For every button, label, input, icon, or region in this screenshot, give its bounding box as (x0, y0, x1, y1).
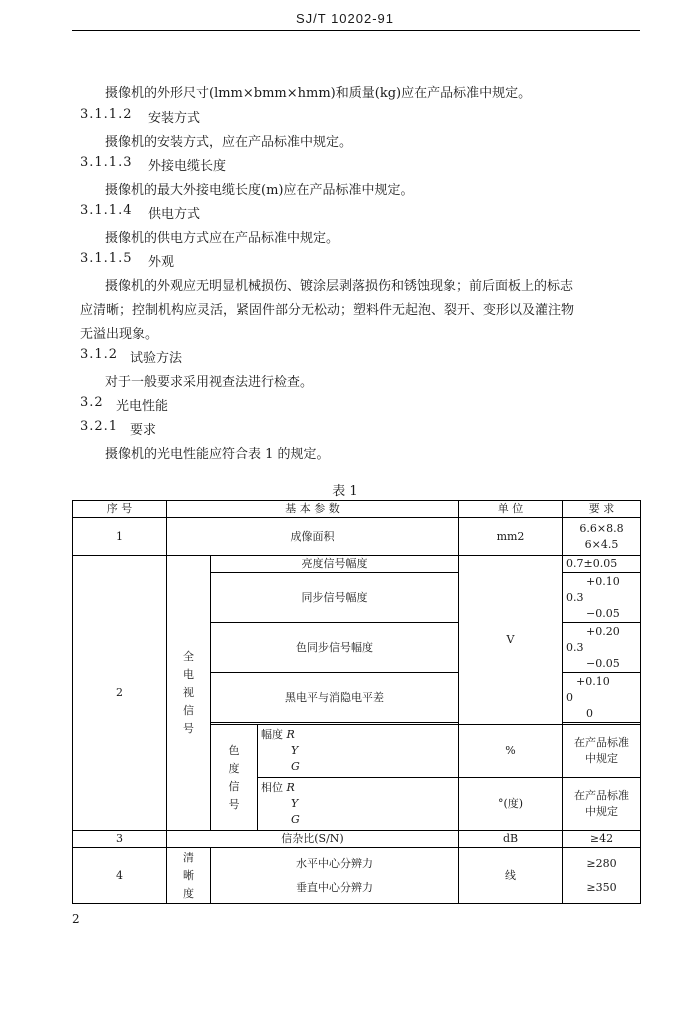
header-rule (72, 30, 640, 31)
row1-param: 成像面积 (167, 518, 459, 556)
black-base: 0 (566, 690, 573, 704)
black-lower-tol: 0 (586, 706, 593, 720)
burst-lower-tol: −0.05 (586, 656, 620, 670)
section-321-text: 摄像机的光电性能应符合表 1 的规定。 (105, 447, 330, 462)
luma-req: 0.7±0.05 (563, 556, 641, 573)
row3-no: 3 (73, 831, 167, 848)
group-char: 号 (183, 722, 194, 735)
row1-no: 1 (73, 518, 167, 556)
section-32-number: 3.2 (80, 395, 104, 410)
section-312-text: 对于一般要求采用视查法进行检查。 (105, 375, 314, 390)
phase-y-symbol: Y (291, 797, 299, 810)
table-row (73, 518, 641, 556)
table-caption: 表 1 (332, 484, 358, 499)
section-32-title: 光电性能 (116, 399, 169, 414)
header-no: 序 号 (73, 501, 167, 518)
section-3112-text: 摄像机的安装方式，应在产品标准中规定。 (105, 135, 353, 150)
row4-group-label (167, 848, 211, 904)
section-3112-number: 3.1.1.2 (80, 107, 133, 122)
amplitude-cell (258, 725, 459, 778)
group-char: 度 (183, 886, 194, 900)
burst-req (563, 623, 641, 673)
row4-req-h: ≥280 (586, 856, 617, 870)
phase-r (261, 780, 458, 796)
voltage-unit: V (459, 556, 563, 725)
phase-g-symbol: G (291, 813, 300, 826)
section-312-number: 3.1.2 (80, 347, 119, 362)
resolution-cell (211, 848, 459, 904)
phase-y (261, 796, 458, 812)
amplitude-g (261, 759, 458, 775)
sync-upper-tol: +0.10 (586, 574, 620, 588)
group-char: 视 (183, 686, 194, 699)
row4-req-v: ≥350 (586, 880, 617, 894)
horizontal-resolution: 水平中心分辨力 (296, 856, 373, 870)
amplitude-y-symbol: Y (291, 744, 299, 757)
row1-req-b: 6×4.5 (584, 537, 619, 551)
document-header: SJ/T 10202-91 (295, 11, 395, 26)
amplitude-r-symbol: R (286, 728, 295, 741)
sync-req (563, 573, 641, 623)
amplitude-unit: % (459, 725, 563, 778)
amplitude-req (563, 725, 641, 778)
phase-r-symbol: R (286, 781, 295, 794)
phase-req-a: 在产品标准 (574, 789, 629, 802)
group-char: 清 (183, 850, 194, 864)
sync-label: 同步信号幅度 (211, 573, 459, 623)
row4-unit: 线 (459, 848, 563, 904)
amplitude-g-symbol: G (291, 760, 300, 773)
section-3115-line-2: 应清晰；控制机构应灵活，紧固件部分无松动；塑料件无起泡、裂开、变形以及灌注物 (80, 303, 575, 318)
table-row (73, 831, 641, 848)
amplitude-req-a: 在产品标准 (574, 736, 629, 749)
dimension-text: 摄像机的外形尺寸(lmm×bmm×hmm)和质量(kg)应在产品标准中规定。 (105, 86, 532, 101)
section-3112-title: 安装方式 (148, 111, 201, 126)
burst-base: 0.3 (566, 640, 584, 654)
section-3114-text: 摄像机的供电方式应在产品标准中规定。 (105, 231, 340, 246)
spec-table (72, 500, 641, 904)
burst-label: 色同步信号幅度 (211, 623, 459, 673)
section-3113-number: 3.1.1.3 (80, 155, 133, 170)
row1-unit: mm2 (459, 518, 563, 556)
black-upper-tol: +0.10 (576, 674, 610, 688)
section-3114-number: 3.1.1.4 (80, 203, 133, 218)
group-char: 色 (228, 743, 240, 757)
phase-req (563, 778, 641, 831)
luma-label: 亮度信号幅度 (211, 556, 459, 573)
row2-no: 2 (73, 556, 167, 831)
table-row (73, 848, 641, 904)
group-char: 全 (183, 650, 194, 663)
section-3115-number: 3.1.1.5 (80, 251, 133, 266)
section-3113-title: 外接电缆长度 (148, 159, 227, 174)
amplitude-label: 幅度 (261, 728, 283, 741)
amplitude-req-b: 中规定 (585, 752, 618, 765)
row3-unit: dB (459, 831, 563, 848)
amplitude-r (261, 727, 458, 743)
vertical-resolution: 垂直中心分辨力 (296, 880, 373, 894)
phase-req-b: 中规定 (585, 805, 618, 818)
row2-group-label (167, 556, 211, 831)
row1-req (563, 518, 641, 556)
section-3115-line-3: 无溢出现象。 (80, 327, 159, 342)
amplitude-y (261, 743, 458, 759)
group-char: 度 (228, 761, 240, 775)
phase-unit: °(度) (459, 778, 563, 831)
phase-label: 相位 (261, 781, 283, 794)
section-312-title: 试验方法 (130, 351, 183, 366)
section-321-title: 要求 (130, 423, 157, 438)
row4-no: 4 (73, 848, 167, 904)
phase-cell (258, 778, 459, 831)
header-param: 基 本 参 数 (167, 501, 459, 518)
black-label: 黑电平与消隐电平差 (211, 673, 459, 723)
section-3115-title: 外观 (148, 255, 175, 270)
burst-upper-tol: +0.20 (586, 624, 620, 638)
section-3113-text: 摄像机的最大外接电缆长度(m)应在产品标准中规定。 (105, 183, 414, 198)
section-321-number: 3.2.1 (80, 419, 119, 434)
phase-g (261, 812, 458, 828)
row3-req: ≥42 (563, 831, 641, 848)
section-3114-title: 供电方式 (148, 207, 201, 222)
row1-req-a: 6.6×8.8 (579, 521, 624, 535)
group-char: 号 (228, 797, 240, 811)
sync-lower-tol: −0.05 (586, 606, 620, 620)
table-header-row (73, 501, 641, 518)
row3-param: 信杂比(S/N) (167, 831, 459, 848)
group-char: 信 (228, 779, 240, 793)
sync-base: 0.3 (566, 590, 584, 604)
header-req: 要 求 (563, 501, 641, 518)
header-unit: 单 位 (459, 501, 563, 518)
group-char: 晰 (183, 868, 194, 882)
row4-req (563, 848, 641, 904)
page-number: 2 (72, 912, 80, 926)
section-3115-line-1: 摄像机的外观应无明显机械损伤、镀涂层剥落损伤和锈蚀现象；前后面板上的标志 (105, 279, 574, 294)
group-char: 电 (183, 668, 194, 681)
black-req (563, 673, 641, 723)
table-row (73, 556, 641, 573)
chroma-group-label (211, 725, 258, 831)
group-char: 信 (183, 704, 194, 717)
